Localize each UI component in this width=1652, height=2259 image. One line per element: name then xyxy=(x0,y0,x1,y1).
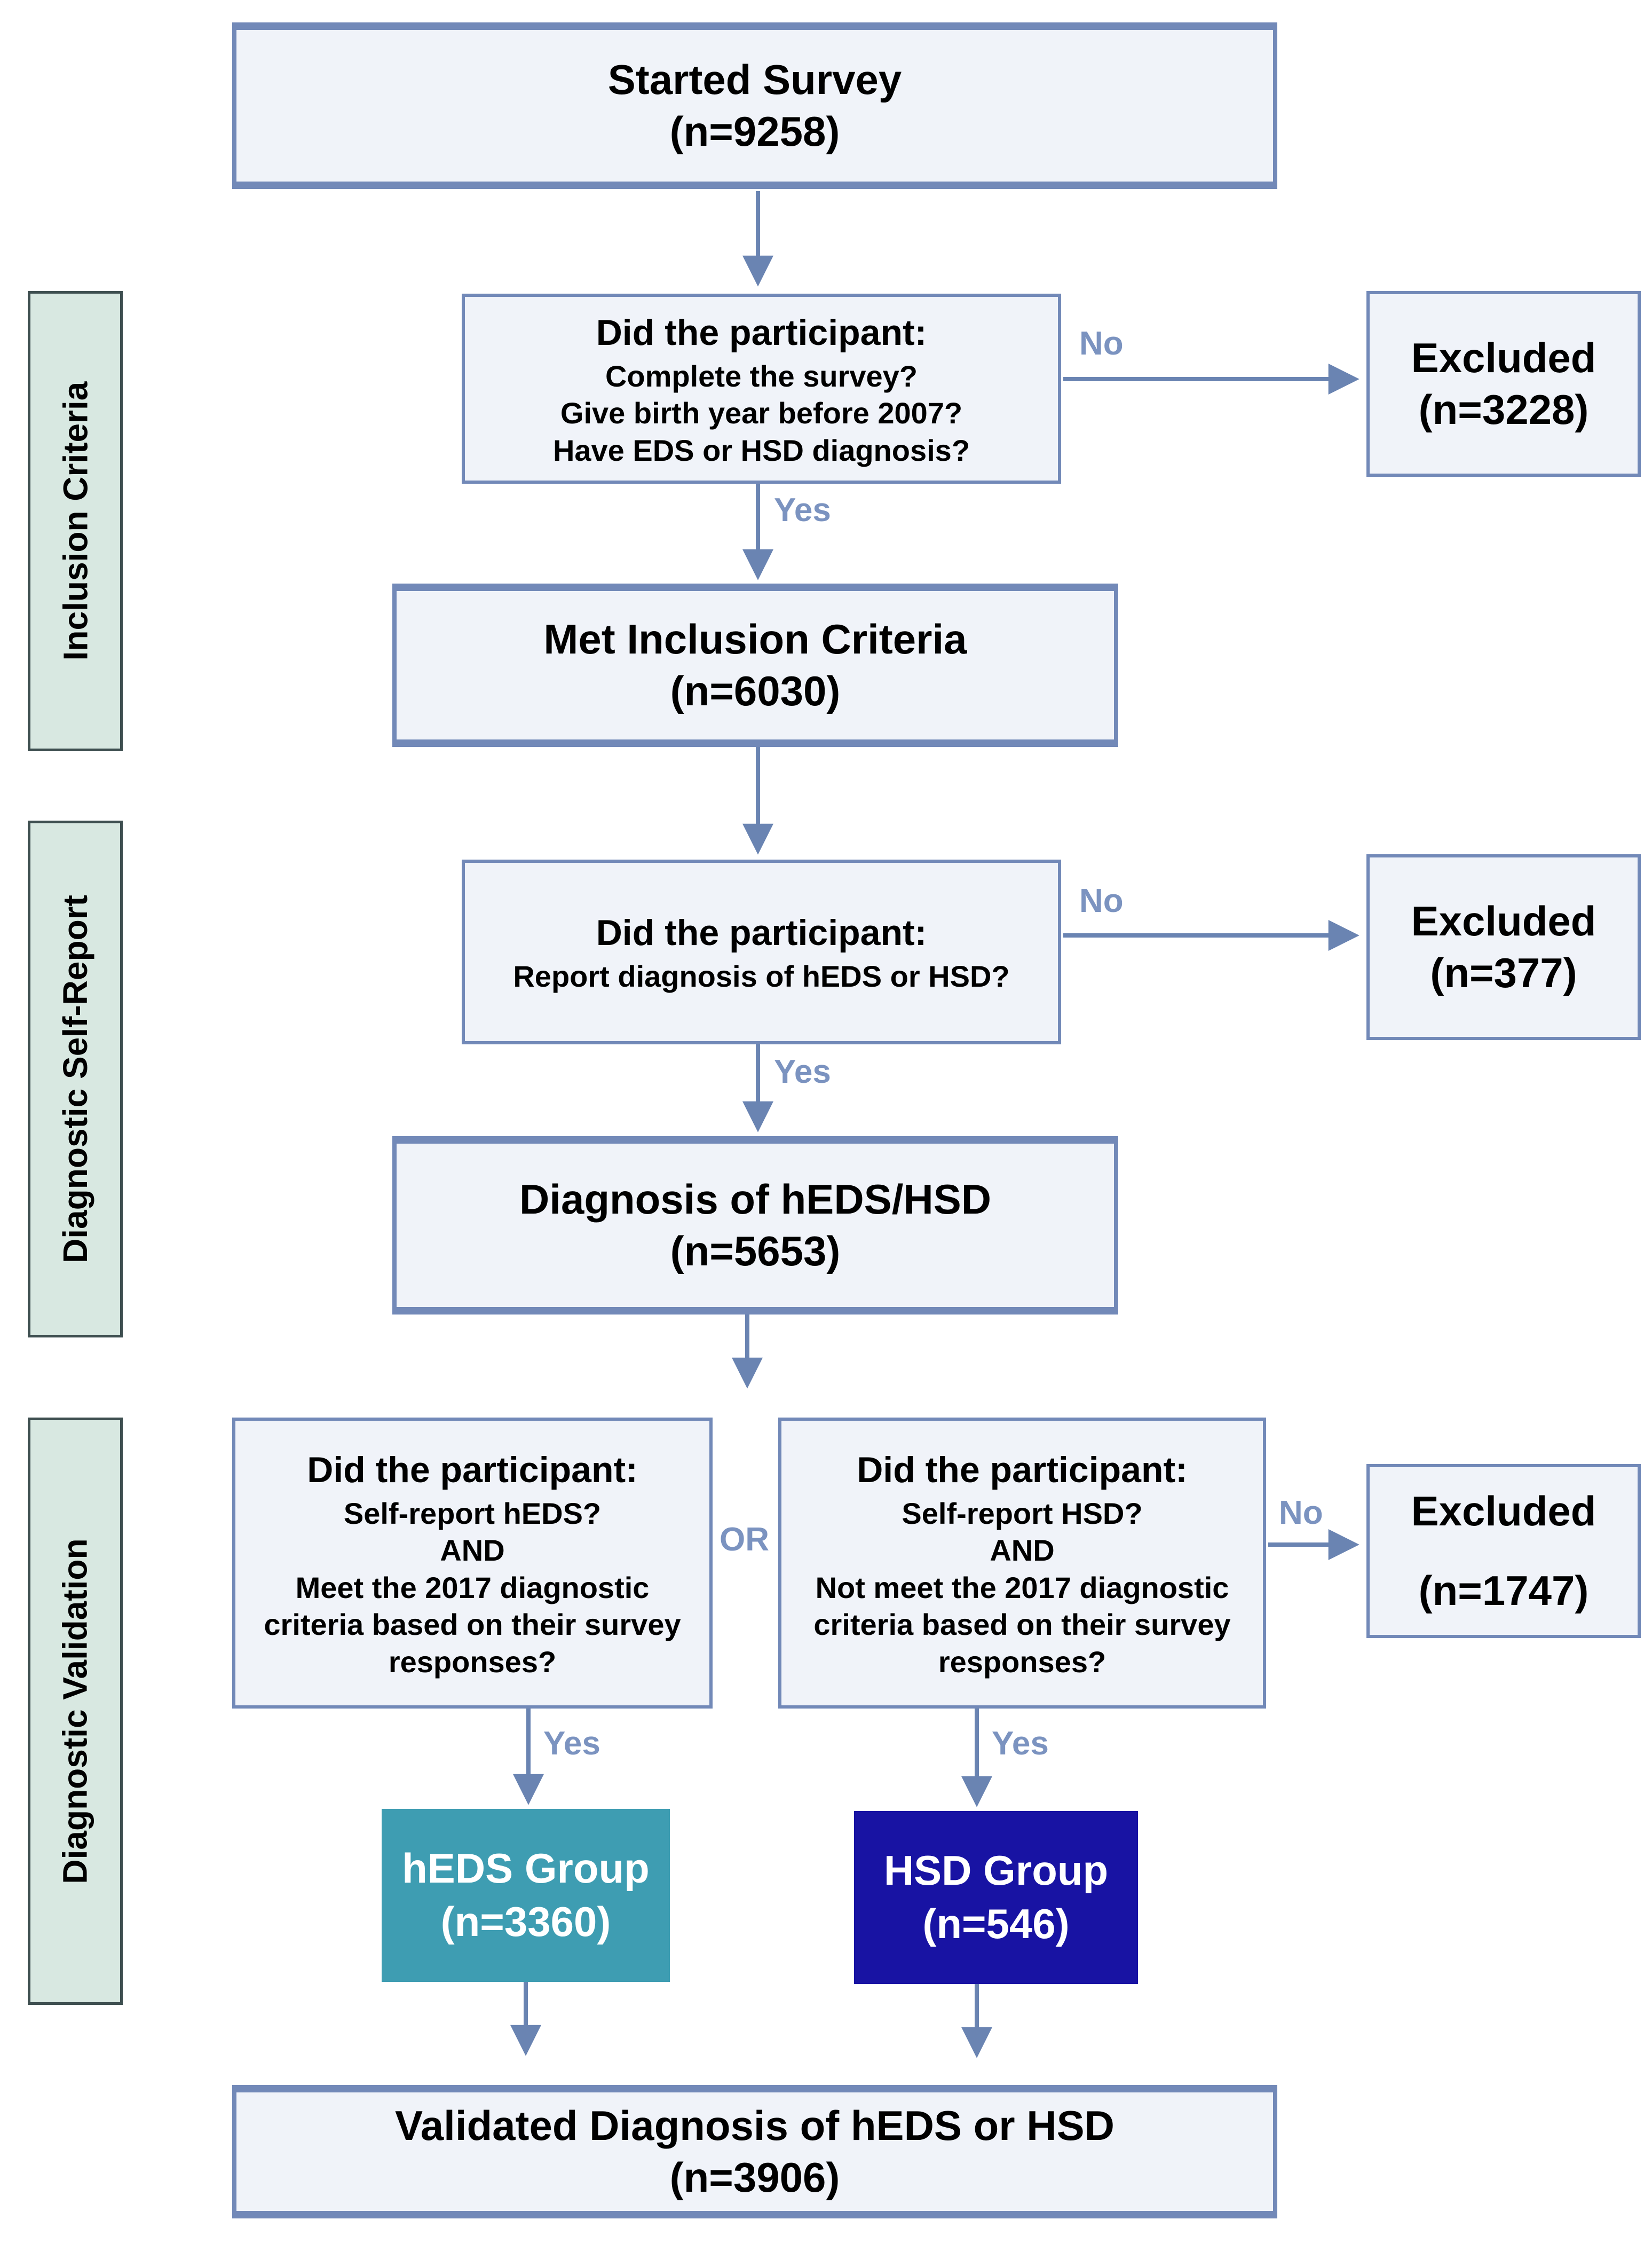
validation-heds-title: Did the participant: xyxy=(307,1450,638,1490)
decision1-box xyxy=(462,294,1061,484)
yes-label-3a: Yes xyxy=(543,1725,600,1762)
validation-hsd-title: Did the participant: xyxy=(857,1450,1188,1490)
validation-heds-line1: Self-report hEDS? xyxy=(343,1496,602,1530)
decision1-line2: Give birth year before 2007? xyxy=(560,396,963,430)
started-survey-count: (n=9258) xyxy=(669,108,840,155)
decision1-line3: Have EDS or HSD diagnosis? xyxy=(552,433,970,467)
heds-group-line1: hEDS Group xyxy=(402,1845,650,1892)
yes-label-2: Yes xyxy=(774,1053,831,1090)
validated-diagnosis-count: (n=3906) xyxy=(669,2154,840,2201)
section-label-diagnostic-validation xyxy=(28,1418,123,2005)
validation-hsd-line2: AND xyxy=(990,1533,1055,1568)
excluded2-box xyxy=(1366,854,1641,1040)
decision1-title: Did the participant: xyxy=(596,312,927,353)
section-label-text: Inclusion Criteria xyxy=(56,381,94,661)
excluded2-line1: Excluded xyxy=(1411,898,1596,945)
or-label: OR xyxy=(720,1521,769,1558)
yes-label-1: Yes xyxy=(774,492,831,529)
validation-heds-box xyxy=(232,1418,713,1709)
excluded2-count: (n=377) xyxy=(1430,949,1577,996)
diagnosis-box xyxy=(392,1136,1118,1315)
heds-group-box xyxy=(382,1809,670,1982)
yes-label-3b: Yes xyxy=(992,1725,1049,1762)
section-label-inclusion-criteria xyxy=(28,291,123,751)
met-inclusion-line1: Met Inclusion Criteria xyxy=(543,616,967,663)
hsd-group-line1: HSD Group xyxy=(883,1847,1109,1894)
validation-hsd-box xyxy=(778,1418,1266,1709)
validated-diagnosis-line1: Validated Diagnosis of hEDS or HSD xyxy=(395,2102,1114,2150)
validation-hsd-line1: Self-report HSD? xyxy=(902,1496,1143,1530)
met-inclusion-count: (n=6030) xyxy=(670,667,841,714)
met-inclusion-box xyxy=(392,584,1118,747)
decision2-line1: Report diagnosis of hEDS or HSD? xyxy=(513,959,1010,994)
excluded1-line1: Excluded xyxy=(1411,334,1596,382)
excluded1-box xyxy=(1366,291,1641,477)
section-label-diagnostic-self-report xyxy=(28,821,123,1337)
heds-group-count: (n=3360) xyxy=(440,1898,611,1945)
decision2-box xyxy=(462,860,1061,1044)
started-survey-box xyxy=(232,22,1277,189)
excluded3-box xyxy=(1366,1464,1641,1638)
started-survey-line1: Started Survey xyxy=(607,56,902,104)
section-label-text: Diagnostic Self-Report xyxy=(56,895,94,1263)
validated-diagnosis-box xyxy=(232,2085,1277,2218)
section-label-text: Diagnostic Validation xyxy=(56,1538,94,1884)
excluded1-count: (n=3228) xyxy=(1418,386,1589,433)
validation-heds-line2: AND xyxy=(440,1533,505,1568)
excluded3-line1: Excluded xyxy=(1411,1487,1596,1535)
no-label-3: No xyxy=(1279,1494,1323,1531)
no-label-2: No xyxy=(1079,883,1124,919)
diagnosis-count: (n=5653) xyxy=(670,1227,841,1274)
no-label-1: No xyxy=(1079,325,1124,362)
decision2-title: Did the participant: xyxy=(596,912,927,954)
hsd-group-count: (n=546) xyxy=(922,1900,1070,1947)
validation-hsd-line3: Not meet the 2017 diagnostic criteria based on their survey responses? xyxy=(813,1570,1231,1679)
validation-heds-line3: Meet the 2017 diagnostic criteria based on their survey responses? xyxy=(264,1570,681,1679)
diagnosis-line1: Diagnosis of hEDS/HSD xyxy=(519,1176,992,1223)
excluded3-count: (n=1747) xyxy=(1418,1567,1589,1614)
hsd-group-box xyxy=(854,1811,1138,1984)
decision1-line1: Complete the survey? xyxy=(605,359,918,393)
